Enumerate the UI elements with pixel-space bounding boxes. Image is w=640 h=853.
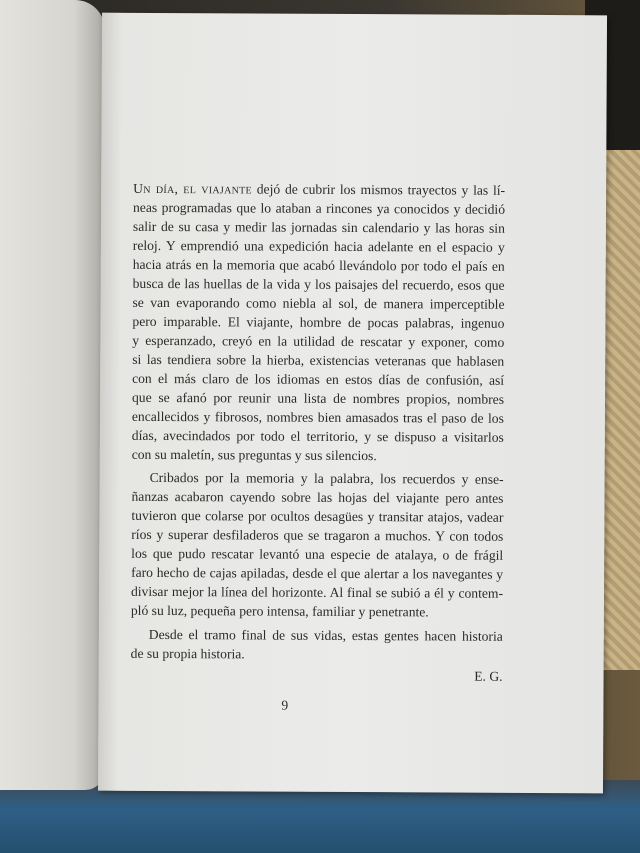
- text-line: Cribados por la memoria y la palabra, los recuerdos y ense-: [149, 469, 504, 487]
- text-line: ñanzas acabaron cayendo sobre las hojas del viajante pero antes: [131, 488, 504, 506]
- text-line: se van evaporando como niebla al sol, de manera imperceptible: [132, 294, 505, 312]
- text-line: de su propia historia.: [130, 645, 245, 662]
- page-number: 9: [281, 697, 289, 713]
- text-line: tuvieron que colarse por ocultos desagües y transitar atajos, vadear: [131, 507, 504, 525]
- text-line-content: dejó de cubrir los mismos trayectos y las lí-: [251, 181, 506, 198]
- text-line: busca de las huellas de la vida y los paisajes del recuerdo, esos que: [132, 275, 505, 293]
- text-line: encallecidos y fibrosos, nombres bien amasados tras el paso de los: [131, 408, 504, 426]
- text-line: salir de su casa y medir las jornadas sin calendario y las horas sin: [132, 218, 505, 236]
- text-line: [133, 181, 505, 199]
- text-line: y esperanzado, creyó en la utilidad de rescatar y exponer, como: [132, 332, 505, 350]
- text-line: si las tendiera sobre la hierba, existencias veteranas que hablasen: [132, 351, 505, 369]
- left-page-edge: [0, 0, 105, 790]
- text-line: que se afanó por reunir una lista de nombres propios, nombres: [131, 389, 505, 407]
- text-line: neas programadas que lo ataban a rincones ya conocidos y decidió: [132, 199, 506, 217]
- signature: E. G.: [474, 668, 503, 684]
- text-line: con el más claro de los idiomas en estos días de confusión, así: [132, 370, 505, 388]
- text-line: Desde el tramo final de sus vidas, estas gentes hacen historia: [148, 626, 503, 644]
- text-line: hacia atrás en la memoria que acabó llevándolo por todo el país en: [132, 256, 505, 274]
- text-line: con su maletín, sus preguntas y sus silencios.: [131, 446, 377, 464]
- text-line: pero imparable. El viajante, hombre de pocas palabras, ingenuo: [132, 313, 505, 331]
- text-line: pló su luz, pequeña pero intensa, familiar y penetrante.: [130, 602, 429, 620]
- text-line: los que pudo rescatar levantó una especie de atalaya, o de frágil: [131, 545, 504, 563]
- opening-smallcaps: Un día, el viajante: [133, 180, 253, 197]
- book-page: [98, 13, 607, 794]
- text-line: días, avecindados por todo el territorio, y se dispuso a visitarlos: [131, 427, 504, 445]
- text-line: reloj. Y emprendió una expedición hacia adelante en el espacio y: [132, 237, 505, 255]
- text-line: divisar mejor la línea del horizonte. Al final se subió a él y contem-: [130, 583, 504, 601]
- text-line: faro hecho de cajas apiladas, desde el que alertar a los navegantes y: [131, 564, 504, 582]
- text-line: ríos y superar desfiladeros que se tragaron a muchos. Y con todos: [131, 526, 504, 544]
